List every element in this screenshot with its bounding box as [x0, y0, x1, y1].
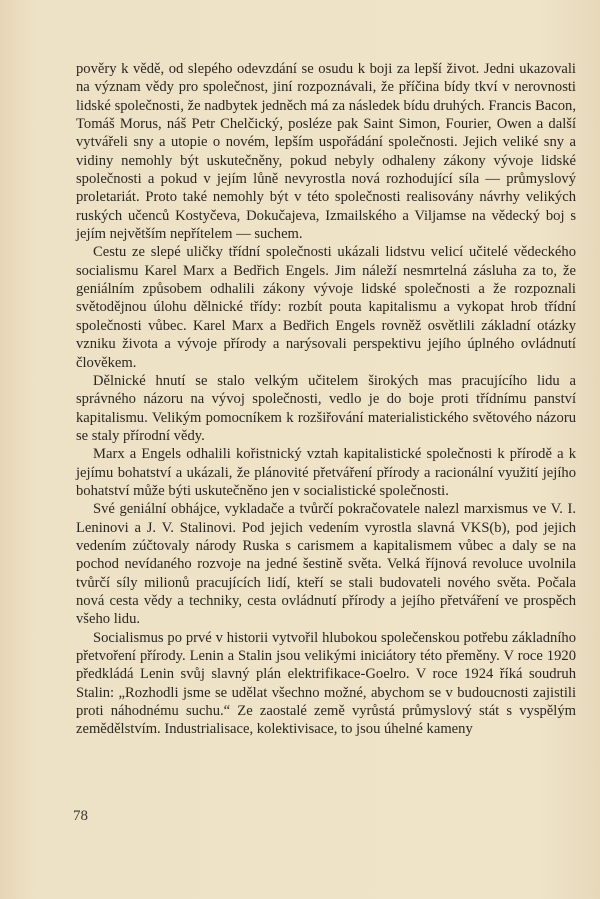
paragraph-marx-engels: Cestu ze slepé uličky třídní společnosti ukázali lidstvu velicí učitelé vědeckého socialismu Karel Marx a Bedřich Engels. Jim náleží nesmrtelná zásluha za to, že geniálním způsobem odhalili zákony vývoje lidské společnosti a že rozpoznali světodějnou úlohu dělnické třídy: rozbít pouta kapitalismu a vykopat hrob třídní společnosti vůbec. Karel Marx a Bedřich Engels rovněž osvětlili základní otázky vzniku života a vývoje přírody a narýsovali perspektivu jejího úplného ovládnutí člověkem.	[76, 244, 576, 371]
paragraph-workers-movement: Dělnické hnutí se stalo velkým učitelem širokých mas pracujícího lidu a správného názoru na vývoj společnosti, vedlo je do boje proti třídnímu panství kapitalismu. Velikým pomocníkem k rozšiřování materialistického světového názoru se staly přírodní vědy.	[76, 372, 576, 444]
paragraph-nature-exploitation: Marx a Engels odhalili kořistnický vztah kapitalistické společnosti k přírodě a k jejímu bohatství a ukázali, že plánovité přetváření přírody a racionální využití jejího bohatství může býti uskutečněno jen v socialistické společnosti.	[76, 446, 576, 499]
paragraph-lenin-stalin: Své geniální obhájce, vykladače a tvůrčí pokračovatele nalezl marxismus ve V. I. Leninovi a J. V. Stalinovi. Pod jejich vedením vyrostla slavná VKS(b), pod jejich vedením zúčtovaly národy Ruska s carismem a kapitalismem vůbec a daly se na pochod nevídaného rozvoje na jedné šestině světa. Velká říjnová revoluce uvolnila tvůrčí síly milionů pracujících lidí, kteří se stali budovateli nového světa. Počala nová cesta vědy a techniky, cesta ovládnutí přírody a jejího přetváření ve prospěch všeho lidu.	[76, 501, 576, 628]
body-text	[76, 60, 576, 739]
paragraph-socialism: Socialismus po prvé v historii vytvořil hlubokou společenskou potřebu základního přetvoření přírody. Lenin a Stalin jsou velikými iniciátory této přeměny. V roce 1920 předkládá Lenin svůj slavný plán elektrifikace-Goelro. V roce 1924 říká soudruh Stalin: „Rozhodli jsme se udělat všechno možné, abychom se v budoucnosti zajistili proti náhodnému suchu.“ Ze zaostalé země vyrůstá průmyslový stát s vyspělým zemědělstvím. Industrialisace, kolektivisace, to jsou úhelné kameny	[76, 629, 576, 738]
paragraph-continued: pověry k vědě, od slepého odevzdání se osudu k boji za lepší život. Jedni ukazovali na význam vědy pro společnost, jiní rozpoznávali, že příčina bídy tkví v nerovnosti lidské společnosti, že nadbytek jedněch má za následek bídu druhých. Francis Bacon, Tomáš Morus, náš Petr Chelčický, posléze pak Saint Simon, Fourier, Owen a další vytvářeli sny a utopie o novém, lepším uspořádání společnosti. Jejich veliké sny a vidiny nemohly být uskutečněny, pokud nebyly odhaleny zákony vývoje lidské společnosti a pokud v jejím lůně nevyrostla nová rozhodující síla — průmyslový proletariát. Proto také nemohly být v této společnosti realisovány návrhy velikých ruských učenců Kostyčeva, Dokučajeva, Izmailského a Viljamse na vědecký boj s jejím největším nepřítelem — suchem.	[76, 61, 576, 243]
page-number: 78	[73, 808, 88, 824]
